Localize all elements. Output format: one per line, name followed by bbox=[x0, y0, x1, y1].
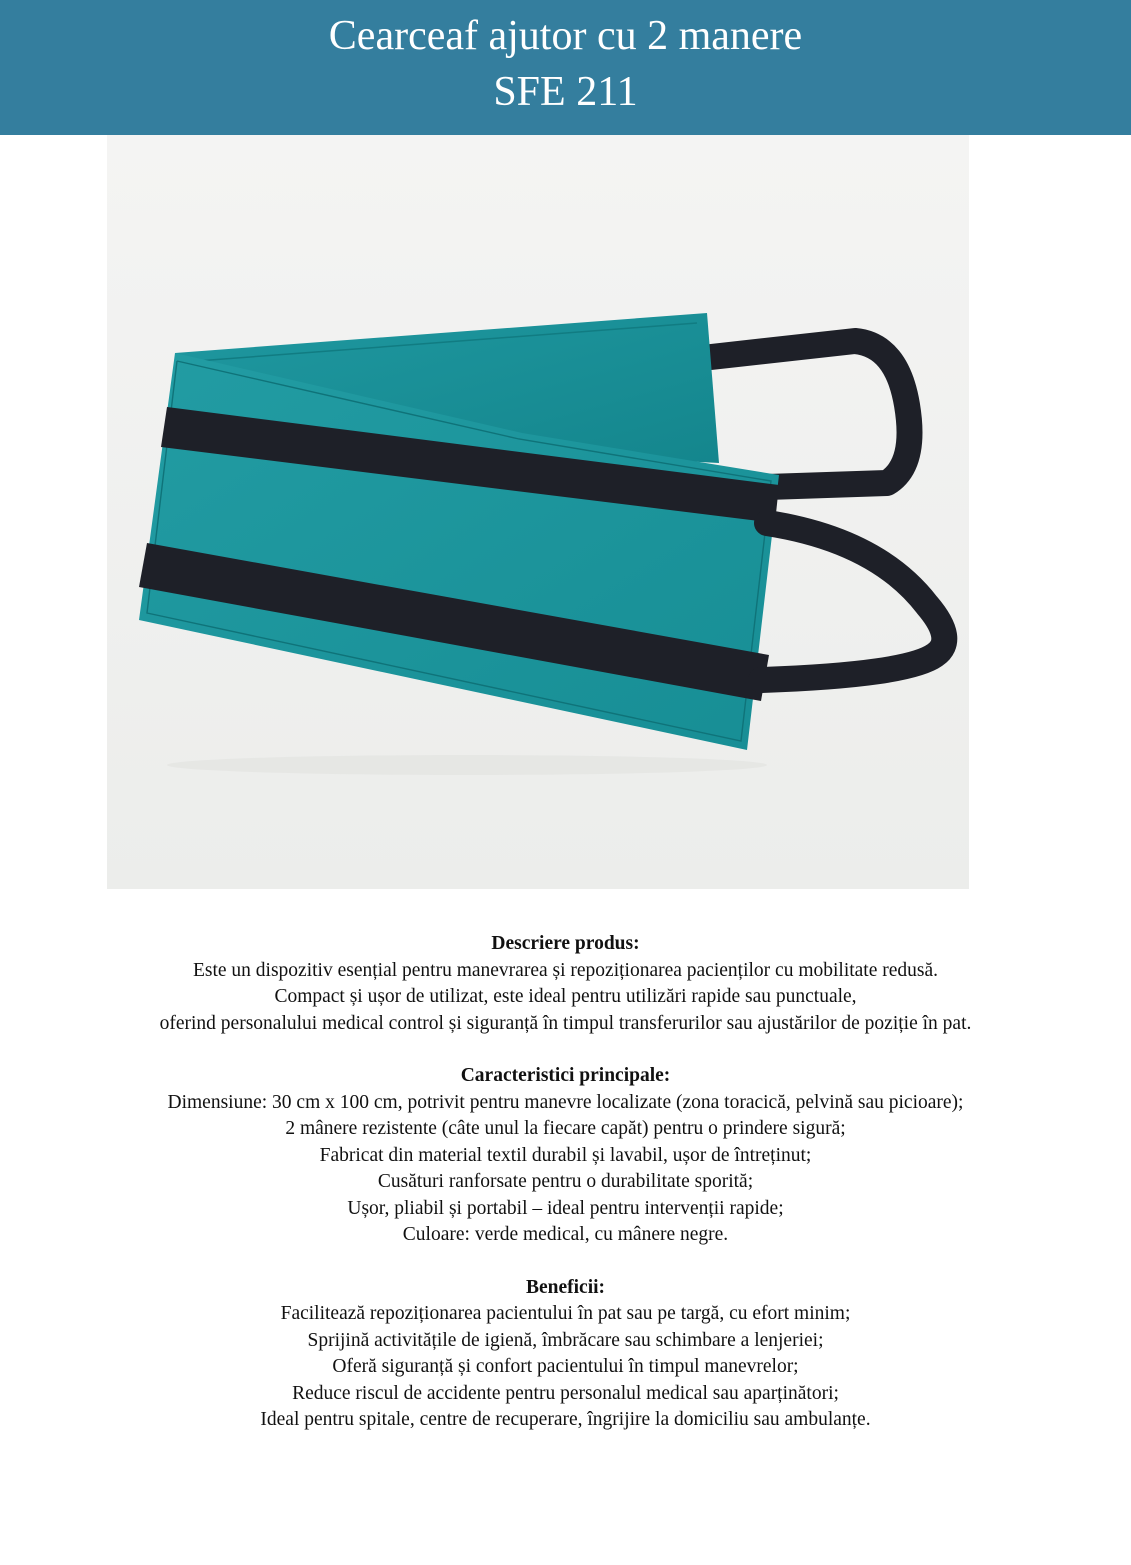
text-line: Fabricat din material textil durabil și lavabil, ușor de întreținut; bbox=[319, 1144, 812, 1166]
spacer bbox=[0, 1249, 1131, 1275]
sheet-shadow bbox=[167, 755, 767, 775]
section-features bbox=[0, 1063, 1131, 1249]
text-line: Ușor, pliabil și portabil – ideal pentru intervenții rapide; bbox=[347, 1197, 784, 1219]
text-line: Ideal pentru spitale, centre de recuperare, îngrijire la domiciliu sau ambulanțe. bbox=[260, 1409, 871, 1430]
product-description bbox=[0, 931, 1131, 1434]
text-line: Dimensiune: 30 cm x 100 cm, potrivit pentru manevre localizate (zona toracică, pelvină sau picioare); bbox=[167, 1091, 964, 1113]
text-line: Reduce riscul de accidente pentru personalul medical sau aparținători; bbox=[292, 1382, 839, 1404]
section-title: Beneficii: bbox=[525, 1276, 606, 1298]
transfer-sheet-illustration bbox=[107, 135, 969, 889]
section-description bbox=[0, 931, 1131, 1037]
text-line: 2 mânere rezistente (câte unul la fiecare capăt) pentru o prindere sigură; bbox=[285, 1118, 846, 1139]
product-title: Cearceaf ajutor cu 2 manere bbox=[328, 13, 803, 59]
section-title: Descriere produs: bbox=[491, 933, 640, 954]
text-line: Oferă siguranță și confort pacientului în timpul manevrelor; bbox=[332, 1356, 799, 1377]
text-line: Culoare: verde medical, cu mânere negre. bbox=[402, 1224, 729, 1245]
text-line: Compact și ușor de utilizat, este ideal pentru utilizări rapide sau punctuale, bbox=[274, 986, 857, 1007]
text-line: oferind personalului medical control și siguranță în timpul transferurilor sau ajustărilor de poziție în pat. bbox=[159, 1012, 972, 1034]
product-photo bbox=[107, 135, 969, 889]
header-banner bbox=[0, 0, 1131, 135]
section-title: Caracteristici principale: bbox=[460, 1065, 671, 1086]
text-line: Este un dispozitiv esențial pentru manevrarea și repoziționarea pacienților cu mobilitate redusă. bbox=[192, 959, 939, 981]
text-line: Facilitează repoziționarea pacientului în pat sau pe targă, cu efort minim; bbox=[280, 1303, 851, 1324]
spacer bbox=[0, 1037, 1131, 1063]
product-code: SFE 211 bbox=[493, 69, 638, 115]
section-benefits bbox=[0, 1275, 1131, 1434]
text-line: Sprijină activitățile de igienă, îmbrăcare sau schimbare a lenjeriei; bbox=[307, 1329, 824, 1351]
text-line: Cusături ranforsate pentru o durabilitate sporită; bbox=[377, 1171, 754, 1192]
